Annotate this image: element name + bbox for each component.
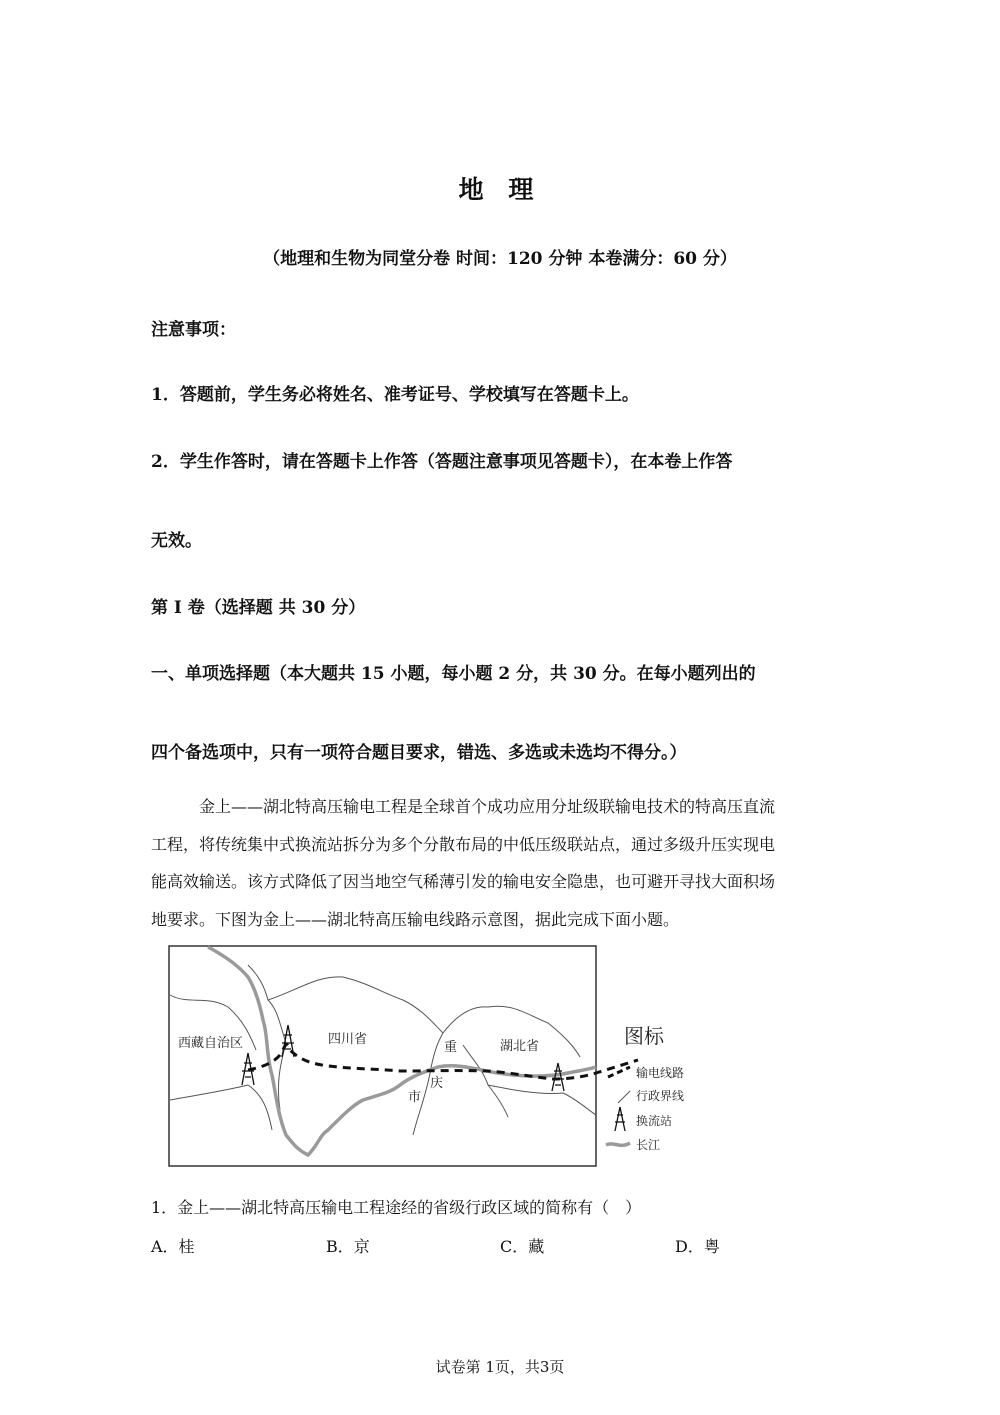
passage-line-2: 工程，将传统集中式换流站拆分为多个分散布局的中低压级联站点，通过多级升压实现电 bbox=[151, 834, 776, 854]
legend-boundary-label: 行政界线 bbox=[636, 1089, 685, 1103]
note-item-2-line-2: 无效。 bbox=[151, 531, 202, 551]
page-title: 地 理 bbox=[458, 175, 542, 204]
legend-station-label: 换流站 bbox=[636, 1114, 673, 1128]
legend-line-label: 输电线路 bbox=[636, 1066, 685, 1080]
note-item-1: 1．答题前，学生务必将姓名、准考证号、学校填写在答题卡上。 bbox=[151, 385, 639, 405]
exam-subtitle: （地理和生物为同堂分卷 时间：120 分钟 本卷满分：60 分） bbox=[263, 249, 737, 269]
legend-river-swatch bbox=[606, 1143, 630, 1145]
passage-line-1: 金上——湖北特高压输电工程是全球首个成功应用分址级联输电技术的特高压直流 bbox=[199, 797, 776, 816]
note-item-2-line-1: 2．学生作答时，请在答题卡上作答（答题注意事项见答题卡），在本卷上作答 bbox=[151, 452, 733, 472]
section-instructions-line-2: 四个备选项中，只有一项符合题目要求，错选、多选或未选均不得分。） bbox=[151, 743, 687, 763]
question-1-option-c[interactable]: C．藏 bbox=[500, 1237, 545, 1256]
label-sichuan: 四川省 bbox=[328, 1032, 368, 1047]
map-frame bbox=[169, 946, 596, 1166]
label-chongqing-2: 庆 bbox=[430, 1076, 444, 1091]
notes-heading: 注意事项： bbox=[151, 320, 236, 340]
question-1-option-a[interactable]: A．桂 bbox=[151, 1237, 195, 1256]
label-hubei: 湖北省 bbox=[500, 1039, 540, 1054]
label-chongqing-3: 市 bbox=[408, 1090, 422, 1105]
legend-station-icon bbox=[615, 1107, 625, 1131]
label-chongqing-1: 重 bbox=[444, 1040, 458, 1055]
question-1-option-b[interactable]: B．京 bbox=[326, 1237, 370, 1256]
passage-line-4: 地要求。下图为金上——湖北特高压输电线路示意图，据此完成下面小题。 bbox=[151, 909, 680, 929]
legend-title: 图标 bbox=[624, 1024, 664, 1048]
passage bbox=[151, 788, 851, 938]
legend-river-label: 长江 bbox=[636, 1138, 661, 1152]
question-1-option-d[interactable]: D．粤 bbox=[675, 1237, 720, 1256]
page-footer: 试卷第 1页，共3页 bbox=[435, 1358, 565, 1376]
question-1-stem: 1．金上——湖北特高压输电工程途经的省级行政区域的简称有（ ） bbox=[151, 1198, 642, 1217]
part-title: 第 I 卷（选择题 共 30 分） bbox=[151, 598, 366, 618]
passage-line-3: 能高效输送。该方式降低了因当地空气稀薄引发的输电安全隐患，也可避开寻找大面积场 bbox=[151, 872, 776, 891]
legend-boundary-swatch bbox=[618, 1091, 630, 1103]
label-tibet: 西藏自治区 bbox=[178, 1036, 244, 1051]
power-line-map bbox=[168, 945, 708, 1175]
section-instructions-line-1: 一、单项选择题（本大题共 15 小题，每小题 2 分，共 30 分。在每小题列出的 bbox=[151, 664, 756, 684]
